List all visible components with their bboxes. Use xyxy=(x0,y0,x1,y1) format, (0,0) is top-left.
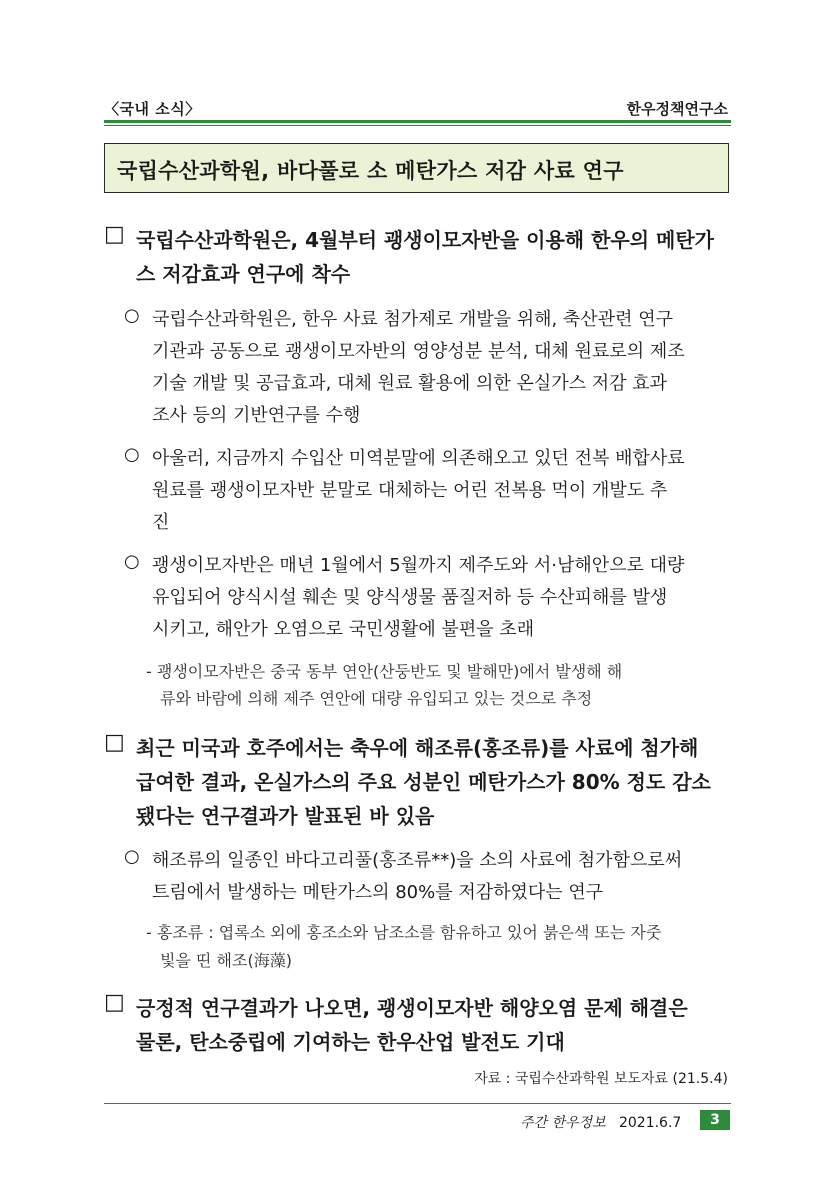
note-2-line-1: - 홍조류 : 엽록소 외에 홍조소와 남조소를 함유하고 있어 붉은색 또는 자줏 xyxy=(146,923,662,942)
bullet-2-1-line-2: 트림에서 발생하는 메탄가스의 80%를 저감하였다는 연구 xyxy=(152,882,604,903)
footer-publication xyxy=(520,1112,681,1132)
section-3-line-1: 긍정적 연구결과가 나오면, 괭생이모자반 해양오염 문제 해결은 xyxy=(136,996,688,1020)
header-rule xyxy=(104,120,731,123)
bullet-1-3-line-3: 시키고, 해안가 오염으로 국민생활에 불편을 초래 xyxy=(152,619,535,640)
square-bullet-icon: □ xyxy=(104,222,125,247)
publication-name: 주간 한우정보 xyxy=(520,1115,606,1131)
square-bullet-icon: □ xyxy=(104,730,125,755)
org-name: 한우정책연구소 xyxy=(626,100,728,118)
bullet-1-1-line-3: 기술 개발 및 공급효과, 대체 원료 활용에 의한 온실가스 저감 효과 xyxy=(152,373,668,394)
circle-bullet-icon: ○ xyxy=(124,444,140,465)
footer-rule xyxy=(104,1103,731,1104)
circle-bullet-icon: ○ xyxy=(124,846,140,867)
publication-date: 2021.6.7 xyxy=(618,1115,682,1131)
note-1-line-2: 류와 바람에 의해 제주 연안에 대량 유입되고 있는 것으로 추정 xyxy=(160,689,593,708)
circle-bullet-icon: ○ xyxy=(124,305,140,326)
bullet-1-1-line-2: 기관과 공동으로 괭생이모자반의 영양성분 분석, 대체 원료로의 제조 xyxy=(152,341,685,362)
bullet-1-2-line-3: 진 xyxy=(152,512,170,533)
page-number: 3 xyxy=(700,1110,730,1130)
bullet-1-2-line-1: 아울러, 지금까지 수입산 미역분말에 의존해오고 있던 전복 배합사료 xyxy=(152,448,685,469)
section-3-line-2: 물론, 탄소중립에 기여하는 한우산업 발전도 기대 xyxy=(136,1030,565,1054)
note-2-line-2: 빛을 띤 해조(海藻) xyxy=(160,951,292,970)
bullet-1-3-line-1: 괭생이모자반은 매년 1월에서 5월까지 제주도와 서·남해안으로 대량 xyxy=(152,555,685,576)
source-citation: 자료 : 국립수산과학원 보도자료 (21.5.4) xyxy=(474,1071,728,1087)
bullet-1-2-line-2: 원료를 괭생이모자반 분말로 대체하는 어린 전복용 먹이 개발도 추 xyxy=(152,480,668,501)
header-rule-thin xyxy=(104,125,731,126)
section-2-line-1: 최근 미국과 호주에서는 축우에 해조류(홍조류)를 사료에 첨가해 xyxy=(136,736,699,760)
bullet-1-1-line-1: 국립수산과학원은, 한우 사료 첨가제로 개발을 위해, 축산관련 연구 xyxy=(152,309,673,330)
article-title: 국립수산과학원, 바다풀로 소 메탄가스 저감 사료 연구 xyxy=(117,159,624,183)
section-2-line-3: 됐다는 연구결과가 발표된 바 있음 xyxy=(136,804,435,828)
square-bullet-icon: □ xyxy=(104,990,125,1015)
bullet-2-1-line-1: 해조류의 일종인 바다고리풀(홍조류**)을 소의 사료에 첨가함으로써 xyxy=(152,850,683,871)
section-2-line-2: 급여한 결과, 온실가스의 주요 성분인 메탄가스가 80% 정도 감소 xyxy=(136,770,711,794)
article-title-box xyxy=(104,143,729,193)
section-1-line-1: 국립수산과학원은, 4월부터 괭생이모자반을 이용해 한우의 메탄가 xyxy=(136,228,714,252)
bullet-1-3-line-2: 유입되어 양식시설 훼손 및 양식생물 품질저하 등 수산피해를 발생 xyxy=(152,587,668,608)
note-1-line-1: - 괭생이모자반은 중국 동부 연안(산둥반도 및 발해만)에서 발생해 해 xyxy=(146,662,623,681)
bullet-1-1-line-4: 조사 등의 기반연구를 수행 xyxy=(152,405,361,426)
circle-bullet-icon: ○ xyxy=(124,551,140,572)
section-1-line-2: 스 저감효과 연구에 착수 xyxy=(136,262,351,286)
section-label: 〈국내 소식〉 xyxy=(104,100,201,118)
